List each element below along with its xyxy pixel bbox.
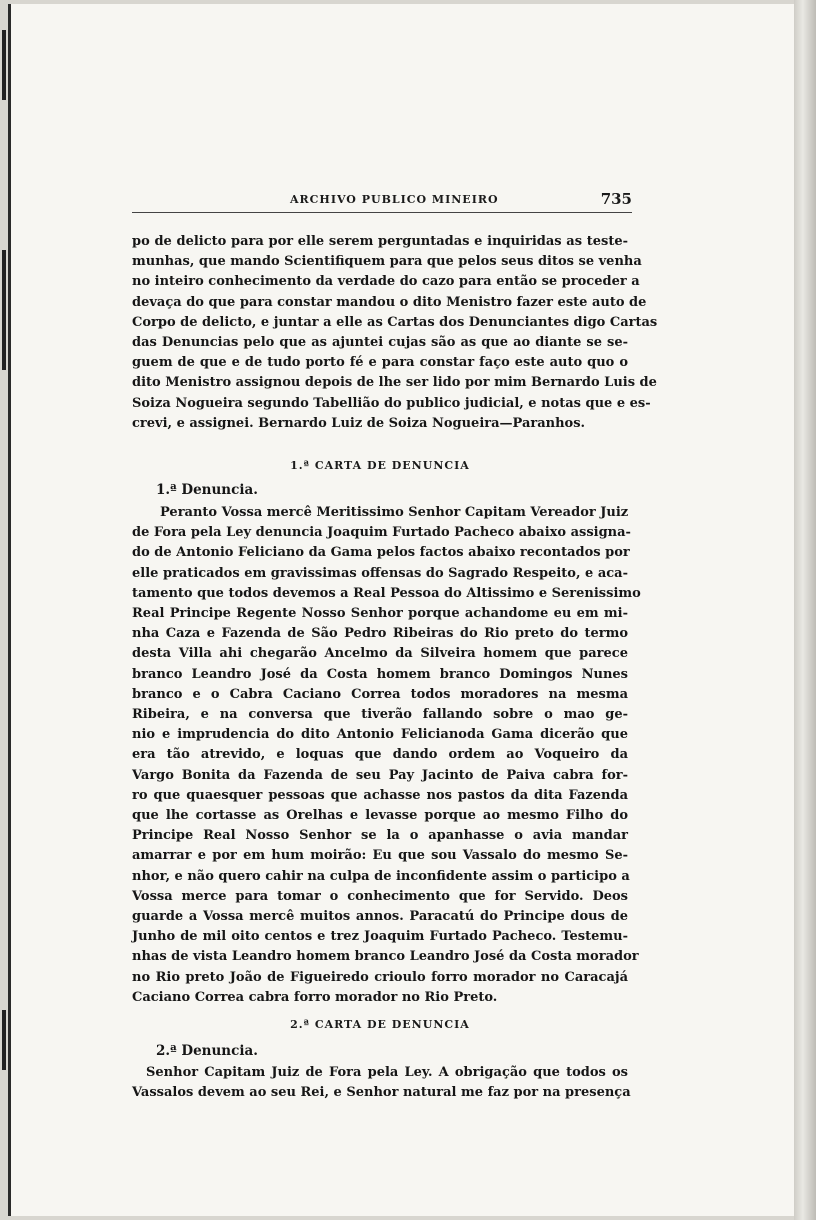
- text-line: Vossa merce para tomar o conhecimento que for Servido. Deos: [132, 888, 628, 904]
- text-line: nha Caza e Fazenda de São Pedro Ribeiras do Rio preto do termo: [132, 626, 628, 642]
- text-line: Caciano Correa cabra forro morador no Rio Preto.: [132, 989, 498, 1005]
- text-line: Senhor Capitam Juiz de Fora pela Ley. A obrigação que todos os: [146, 1065, 628, 1080]
- text-line: Real Principe Regente Nosso Senhor porque achandome eu em mi-: [132, 606, 628, 622]
- text-line: Corpo de delicto, e juntar a elle as Cartas dos Denunciantes digo Cartas: [132, 314, 658, 330]
- text-line: do de Antonio Feliciano da Gama pelos factos abaixo recontados por: [132, 545, 630, 561]
- letter-2-body: [132, 1063, 631, 1103]
- scan-mark-top: [2, 30, 6, 100]
- running-head: ARCHIVO PUBLICO MINEIRO: [290, 193, 499, 206]
- text-line: nhas de vista Leandro homem branco Leandro José da Costa morador: [132, 949, 639, 965]
- text-line: dito Menistro assignou depois de lhe ser lido por mim Bernardo Luis de: [132, 375, 657, 391]
- text-line: tamento que todos devemos a Real Pessoa do Altissimo e Serenissimo: [132, 585, 641, 601]
- text-line: Vassalos devem ao seu Rei, e Senhor natural me faz por na presença: [132, 1085, 631, 1101]
- text-line: elle praticados em gravissimas offensas do Sagrado Respeito, e aca-: [132, 565, 628, 581]
- text-line: ro que quaesquer pessoas que achasse nos pastos da dita Fazenda: [132, 787, 628, 803]
- section-heading-2: 2.ª CARTA DE DENUNCIA: [290, 1018, 470, 1031]
- text-line: guarde a Vossa mercê muitos annos. Paracatú do Principe dous de: [132, 909, 628, 925]
- scan-mark-bottom: [2, 1010, 6, 1070]
- page-edge: [794, 0, 816, 1220]
- text-line: Vargo Bonita da Fazenda de seu Pay Jacinto de Paiva cabra for-: [132, 767, 628, 783]
- letter-1-body: [132, 503, 641, 1008]
- text-line: no Rio preto João de Figueiredo crioulo forro morador no Caracajá: [132, 969, 628, 985]
- text-line: no inteiro conhecimento da verdade do cazo para então se proceder a: [132, 274, 640, 290]
- text-line: Ribeira, e na conversa que tiverão fallando sobre o mao ge-: [132, 707, 628, 723]
- subheading-1: 1.ª Denuncia.: [156, 482, 258, 498]
- text-line: crevi, e assignei. Bernardo Luiz de Soiza Nogueira—Paranhos.: [132, 415, 586, 431]
- subheading-2: 2.ª Denuncia.: [156, 1043, 258, 1059]
- text-line: de Fora pela Ley denuncia Joaquim Furtado Pacheco abaixo assigna-: [132, 525, 631, 541]
- text-line: nhor, e não quero cahir na culpa de inconfidente assim o participo a: [132, 868, 630, 884]
- text-line: era tão atrevido, e loquas que dando ordem ao Voqueiro da: [132, 747, 628, 763]
- text-line: branco e o Cabra Caciano Correa todos moradores na mesma: [132, 686, 628, 702]
- text-line: guem de que e de tudo porto fé e para constar faço este auto quo o: [132, 355, 628, 371]
- text-line: nio e imprudencia do dito Antonio Felicianoda Gama dicerão que: [132, 727, 628, 743]
- text-line: desta Villa ahi chegarão Ancelmo da Silveira homem que parece: [132, 646, 628, 662]
- scan-mark-left: [2, 250, 6, 370]
- text-line: que lhe cortasse as Orelhas e levasse porque ao mesmo Filho do: [132, 808, 628, 824]
- intro-paragraph: [132, 232, 658, 434]
- text-line: munhas, que mando Scientifiquem para que pelos seus ditos se venha: [132, 254, 642, 270]
- text-line: Soiza Nogueira segundo Tabellião do publico judicial, e notas que e es-: [132, 395, 651, 411]
- text-line: Junho de mil oito centos e trez Joaquim Furtado Pacheco. Testemu-: [132, 929, 628, 945]
- section-heading-1: 1.ª CARTA DE DENUNCIA: [290, 459, 470, 472]
- text-line: po de delicto para por elle serem perguntadas e inquiridas as teste-: [132, 234, 628, 249]
- page-header: [132, 190, 632, 213]
- text-line: branco Leandro José da Costa homem branco Domingos Nunes: [132, 666, 628, 682]
- text-line: das Denuncias pelo que as ajuntei cujas são as que ao diante se se-: [132, 335, 628, 351]
- page-number: 735: [600, 190, 632, 208]
- text-line: Peranto Vossa mercê Meritissimo Senhor Capitam Vereador Juiz: [160, 505, 629, 520]
- text-line: Principe Real Nosso Senhor se la o apanhasse o avia mandar: [132, 828, 628, 844]
- text-line: devaça do que para constar mandou o dito Menistro fazer este auto de: [132, 294, 647, 310]
- text-line: amarrar e por em hum moirão: Eu que sou Vassalo do mesmo Se-: [132, 848, 628, 864]
